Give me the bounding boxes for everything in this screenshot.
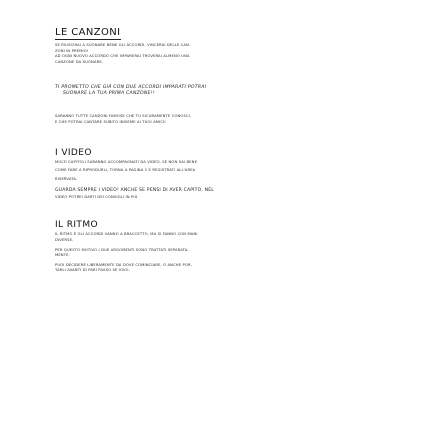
page-title: LE CANZONI: [55, 27, 121, 38]
intro-line: ZONI IN PREMIO!: [55, 48, 89, 53]
video-paragraph: [55, 160, 407, 183]
title-underline: [55, 39, 121, 40]
intro-line: CANZONE DA SUONARE.: [55, 59, 104, 64]
ritmo-paragraph: [55, 248, 407, 259]
ritmo-paragraph: [55, 263, 407, 274]
ritmo-line: DIVERSE.: [55, 237, 74, 242]
callout-paragraph: [55, 85, 407, 97]
intro-paragraph: [55, 43, 407, 65]
callout-line: TI PROMETTO CHE GIÀ CON DUE ACCORDI IMPARATI POTRAI: [55, 85, 207, 91]
callout-line: SUONARE LA TUA PRIMA CANZONE!!: [63, 91, 155, 97]
intro-line: AD OGNI NUOVO ACCORDO CHE IMPARERAI TROVERAI ALMENO UNA: [55, 54, 190, 59]
video-line: COME FARE A RIPRODURLI, TORNA A PAGINA 2 E REGISTRATI ALL'AREA: [55, 168, 196, 173]
document-page: [55, 20, 407, 274]
video-line: MOLTI CAPITOLI SARANNO ACCOMPAGNATI DA VIDEO. SE NON SAI BENE: [55, 159, 198, 164]
ritmo-line: IL RITMO È GLI ACCORDI VANNO A BRACCETTO, MA SI FANNO CON MANI: [55, 232, 198, 237]
ritmo-line: TARLI AVANTI DI PARI PASSO SE VUOI.: [55, 268, 130, 273]
video-advice-line: VIDEO POTREI DARTI DEI CONSIGLI IN PIÙ: [55, 194, 138, 199]
ritmo-line: PER QUESTO MOTIVO I DUE ARGOMENTI SONO TRATTATI SEPARATA-: [55, 247, 189, 252]
ritmo-section: [55, 220, 407, 274]
video-section: [55, 148, 407, 201]
ritmo-paragraph: [55, 232, 407, 243]
ritmo-line: MENTE.: [55, 253, 70, 258]
video-advice: [55, 188, 407, 200]
familiar-line: SARANNO TUTTE CANZONI FAMOSE CHE TU SICURAMENTE CONOSCI,: [55, 114, 192, 119]
video-line: RISERVATA.: [55, 176, 78, 181]
intro-line: SE RIUSCIRAI A SUONARE BENE GLI ACCORDI, VINCERAI DELLE CAN-: [55, 43, 191, 47]
ritmo-heading: IL RITMO: [55, 220, 98, 231]
ritmo-line: PUOI DECIDERE LIBERAMENTE DA DOVE COMINCIARE, O ANCHE POR-: [55, 262, 192, 267]
video-heading: I VIDEO: [55, 147, 92, 158]
familiar-line: E CHE POTRAI CANTARE SUBITO INSIEME AI TUOI AMICI!: [55, 119, 166, 124]
familiar-paragraph: [55, 114, 407, 125]
title-block: [55, 27, 121, 40]
video-advice-line: GUARDA SEMPRE I VIDEO! ANCHE SE PENSI DI AVER CAPITO, NEL: [55, 188, 214, 194]
